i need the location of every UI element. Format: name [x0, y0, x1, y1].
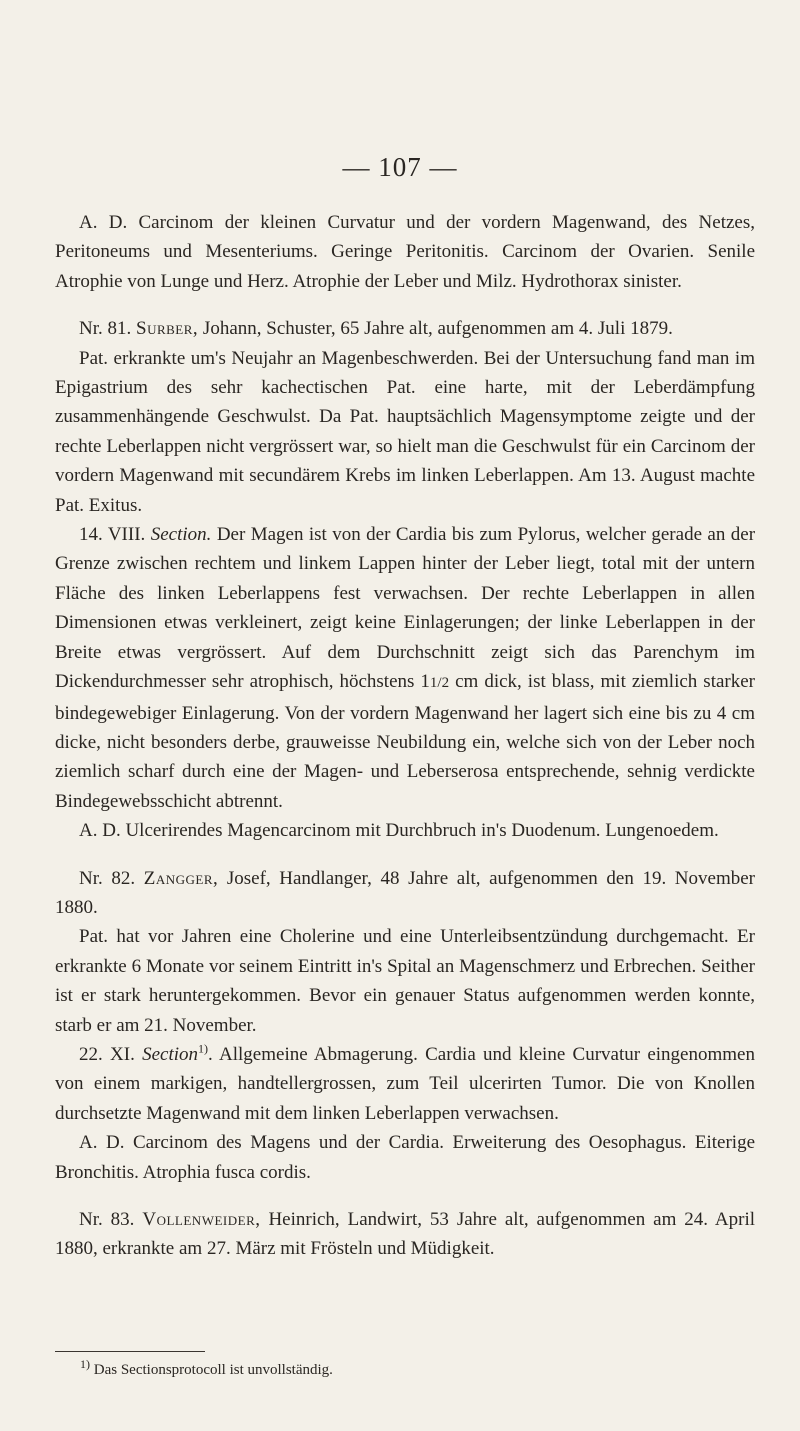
footnote-text: Das Sectionsprotocoll ist unvollständig. — [93, 1362, 333, 1378]
paragraph-diagnosis-82: A. D. Carcinom des Magens und der Cardia. Erweiterung des Oesophagus. Eiterige Bronchitis. Atrophia fusca cordis. — [55, 1132, 755, 1183]
document-body — [55, 208, 755, 1264]
case-number: Nr. 82. — [79, 867, 136, 889]
case-number: Nr. 81. — [79, 318, 132, 340]
patient-name: Surber, — [136, 318, 199, 340]
section-label: Section. — [150, 524, 212, 546]
section-date: 14. VIII. — [79, 524, 146, 546]
paragraph-case-81-section — [55, 520, 755, 816]
footnote-reference: 1) — [198, 1041, 209, 1056]
paragraph-diagnosis-81: A. D. Ulcerirendes Magencarcinom mit Durchbruch in's Duodenum. Lungenoedem. — [79, 820, 719, 842]
footnote-marker: 1) — [80, 1357, 90, 1371]
page-number-header: — 107 — — [342, 152, 458, 182]
fraction: 1/2 — [429, 675, 450, 692]
case-details: Heinrich, Landwirt, 53 Jahre alt, aufgenommen am 24. April 1880, erkrankte am 27. März mit Frösteln und Müdigkeit. — [55, 1209, 756, 1260]
case-number: Nr. 83. — [79, 1209, 135, 1230]
patient-name: Zangger, — [143, 867, 219, 889]
section-text-a: Der Magen ist von der Cardia bis zum Pylorus, welcher gerade an der Grenze zwischen rechtem und linkem Lappen hinter der Leber liegt, total mit der untern Fläche des linken Leberlappens fest verwachsen. Der rechte Leberlappen in allen Dimensionen etwas verkleinert, zeigt keine Einlagerungen; der linke Leberlappen in der Breite etwas vergrössert. Auf dem Durchschnitt zeigt sich das Parenchym im Dickendurchmesser sehr atrophisch, höchstens 1 — [55, 524, 756, 693]
paragraph-case-81-heading — [55, 314, 755, 343]
paragraph-case-81-history: Pat. erkrankte um's Neujahr an Magenbeschwerden. Bei der Untersuchung fand man im Epigastrium des sehr kachectischen Pat. eine harte, mit der Leberdämpfung zusammenhängende Geschwulst. Da Pat. hauptsächlich Magensymptome zeigte und der rechte Leberlappen nicht vergrössert war, so hielt man die Geschwulst für ein Carcinom der vordern Magenwand mit secundärem Krebs im linken Leberlappen. Am 13. August machte Pat. Exitus. — [55, 347, 755, 516]
case-details: Josef, Handlanger, 48 Jahre alt, aufgenommen den 19. November 1880. — [55, 867, 756, 918]
footnote — [80, 1357, 760, 1379]
section-label: Section — [142, 1043, 199, 1065]
paragraph-case-82-history: Pat. hat vor Jahren eine Cholerine und eine Unterleibsentzündung durchgemacht. Er erkrankte 6 Monate vor seinem Eintritt in's Spital an Magenschmerz und Erbrechen. Seither ist er stark heruntergekommen. Bevor ein genauer Status aufgenommen werden konnte, starb er am 21. November. — [55, 926, 755, 1036]
section-date: 22. XI. — [79, 1043, 135, 1065]
paragraph-diagnosis-80: A. D. Carcinom der kleinen Curvatur und der vordern Magenwand, des Netzes, Peritoneums und Mesenteriums. Geringe Peritonitis. Carcinom der Ovarien. Senile Atrophie von Lunge und Herz. Atrophie der Leber und Milz. Hydrothorax sinister. — [55, 212, 755, 292]
section-text: . Allgemeine Abmagerung. Cardia und kleine Curvatur eingenommen von einem markigen, handtellergrossen, zum Teil ulcerirten Tumor. Die von Knollen durchsetzte Magenwand mit dem linken Leberlappen verwachsen. — [55, 1043, 755, 1124]
section-text-b: cm dick, ist blass, mit ziemlich starker bindegewebiger Einlagerung. Von der vordern Magenwand her lagert sich eine bis zu 4 cm dicke, nicht besonders derbe, grauweisse Neubildung ein, welche sich von der Leber noch ziemlich scharf durch eine der Magen- und Leberserosa entsprechende, sehnig verdickte Bindegewebsschicht abtrennt. — [55, 671, 755, 812]
paragraph-case-83-heading — [55, 1205, 755, 1264]
paragraph-case-82-section — [55, 1040, 755, 1128]
paragraph-case-82-heading — [55, 864, 755, 923]
case-details: Johann, Schuster, 65 Jahre alt, aufgenommen am 4. Juli 1879. — [202, 318, 673, 340]
patient-name: Vollenweider, — [142, 1209, 261, 1230]
footnote-divider — [55, 1351, 205, 1352]
